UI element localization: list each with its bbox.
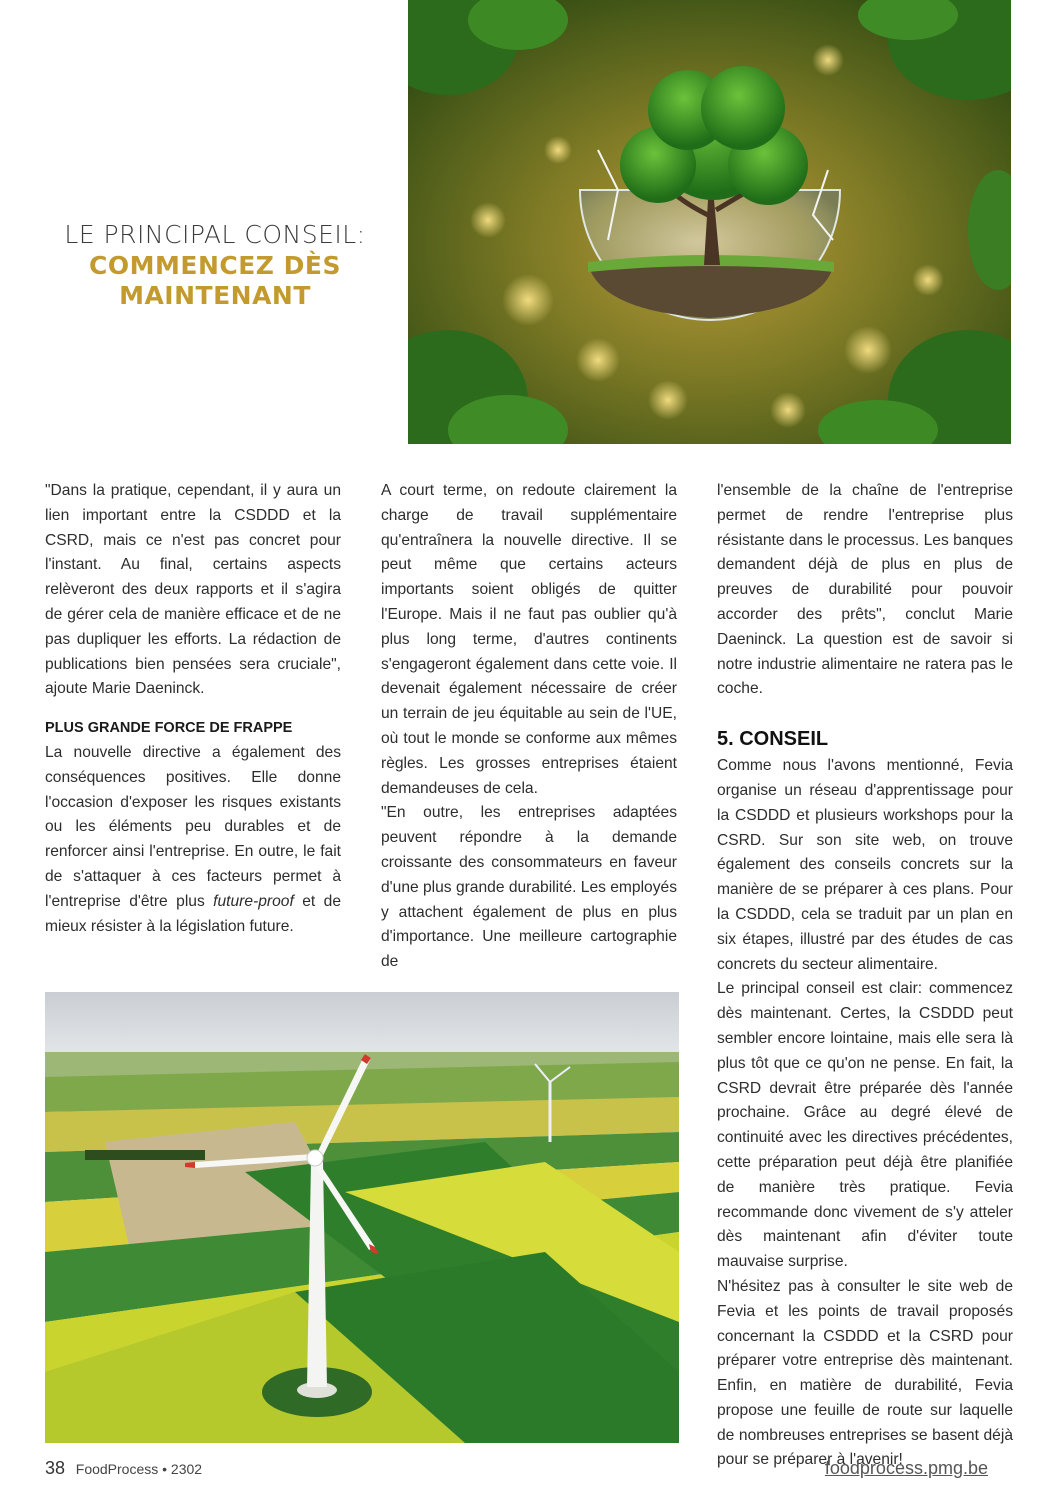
emphasis-text: future-proof (213, 892, 294, 910)
heading-line-1: LE PRINCIPAL CONSEIL: (64, 220, 366, 249)
magazine-issue: FoodProcess • 2302 (75, 1461, 203, 1477)
paragraph: Comme nous l'avons mentionné, Fevia organise un réseau d'apprentissage pour la CSDDD et plusieurs workshops pour la CSRD. Sur son site web, on trouve également des conseils concrets sur la manière de se préparer à ces plans. Pour la CSDDD, cela se traduit par un plan en six étapes, illustré par des études de cas concrets du secteur alimentaire. (717, 757, 1013, 973)
page-footer (45, 1458, 202, 1479)
paragraph: l'ensemble de la chaîne de l'entreprise permet de rendre l'entreprise plus résistante dans le processus. Les banques demandent déjà de plus en plus de preuves de durabilité pour pouvoir accorder des prêts", conclut Marie Daeninck. La question est de savoir si notre industrie alimentaire ne ratera pas le coche. (717, 482, 1013, 698)
paragraph: "Dans la pratique, cependant, il y aura un lien important entre la CSDDD et la CSRD, mais ce n'est pas concret pour l'instant. Au final, certains aspects relèveront des deux rapports et il s'agira de gérer cela de manière efficace et de ne pas dupliquer les efforts. La rédaction de publications bien pensées sera cruciale", ajoute Marie Daeninck. (45, 482, 341, 698)
paragraph: N'hésitez pas à consulter le site web de Fevia et les points de travail proposés concernant la CSDDD et la CSRD pour préparer votre entreprise dès maintenant. Enfin, en matière de durabilité, Fevia propose une feuille de route sur laquelle de nombreuses entreprises se basent déjà pour se préparer à l'avenir! (717, 1277, 1013, 1469)
section-subheading: 5. CONSEIL (717, 728, 829, 751)
paragraph: La nouvelle directive a également des conséquences positives. Elle donne l'occasion d'exposer les risques existants ou les éléments peu durables et de renforcer ainsi l'entreprise. En outre, le fait de s'attaquer à ces facteurs permet à l'entreprise d'être plus future-proof et de mieux résister à la législation future. (45, 743, 341, 935)
website-link[interactable]: foodprocess.pmg.be (824, 1458, 988, 1478)
paragraph: A court terme, on redoute clairement la charge de travail supplémentaire qu'entraînera la nouvelle directive. Il se peut même que certains acteurs importants soient obligés de quitter l'Europe. Mais il ne faut pas oublier qu'à plus long terme, d'autres continents s'engageront également dans cette voie. Il devenait également nécessaire de créer un terrain de jeu équitable au sein de l'UE, où tout le monde se conforme aux mêmes règles. Les grosses entreprises étaient demandeuses de cela. (381, 482, 677, 797)
wind-turbine-photo (45, 992, 679, 1443)
heading-line-2: COMMENCEZ DÈS (89, 251, 341, 280)
paragraph: "En outre, les entreprises adaptées peuvent répondre à la demande croissante des consommateurs en faveur d'une plus grande durabilité. Les employés y attachent également de plus en plus d'importance. Une meilleure cartographie de (381, 804, 677, 971)
heading-line-3: MAINTENANT (119, 281, 311, 310)
page-number: 38 (45, 1458, 66, 1478)
tree-sphere-photo (408, 0, 1011, 444)
section-subheading: PLUS GRANDE FORCE DE FRAPPE (45, 720, 293, 737)
feature-heading (40, 218, 390, 311)
text-column-3 (717, 479, 1013, 1473)
text-column-2 (381, 479, 677, 975)
text-column-1 (45, 479, 341, 939)
paragraph: Le principal conseil est clair: commencez dès maintenant. Certes, la CSDDD peut sembler encore lointaine, mais elle sera là plus tôt que ce qu'on ne pense. En fait, la CSRD devrait être préparée dès l'année prochaine. Grâce au degré élevé de continuité avec les directives précédentes, cette préparation peut déjà être planifiée de manière très pratique. Fevia recommande donc vivement de s'y atteler dès maintenant afin d'éviter toute mauvaise surprise. (717, 980, 1013, 1271)
